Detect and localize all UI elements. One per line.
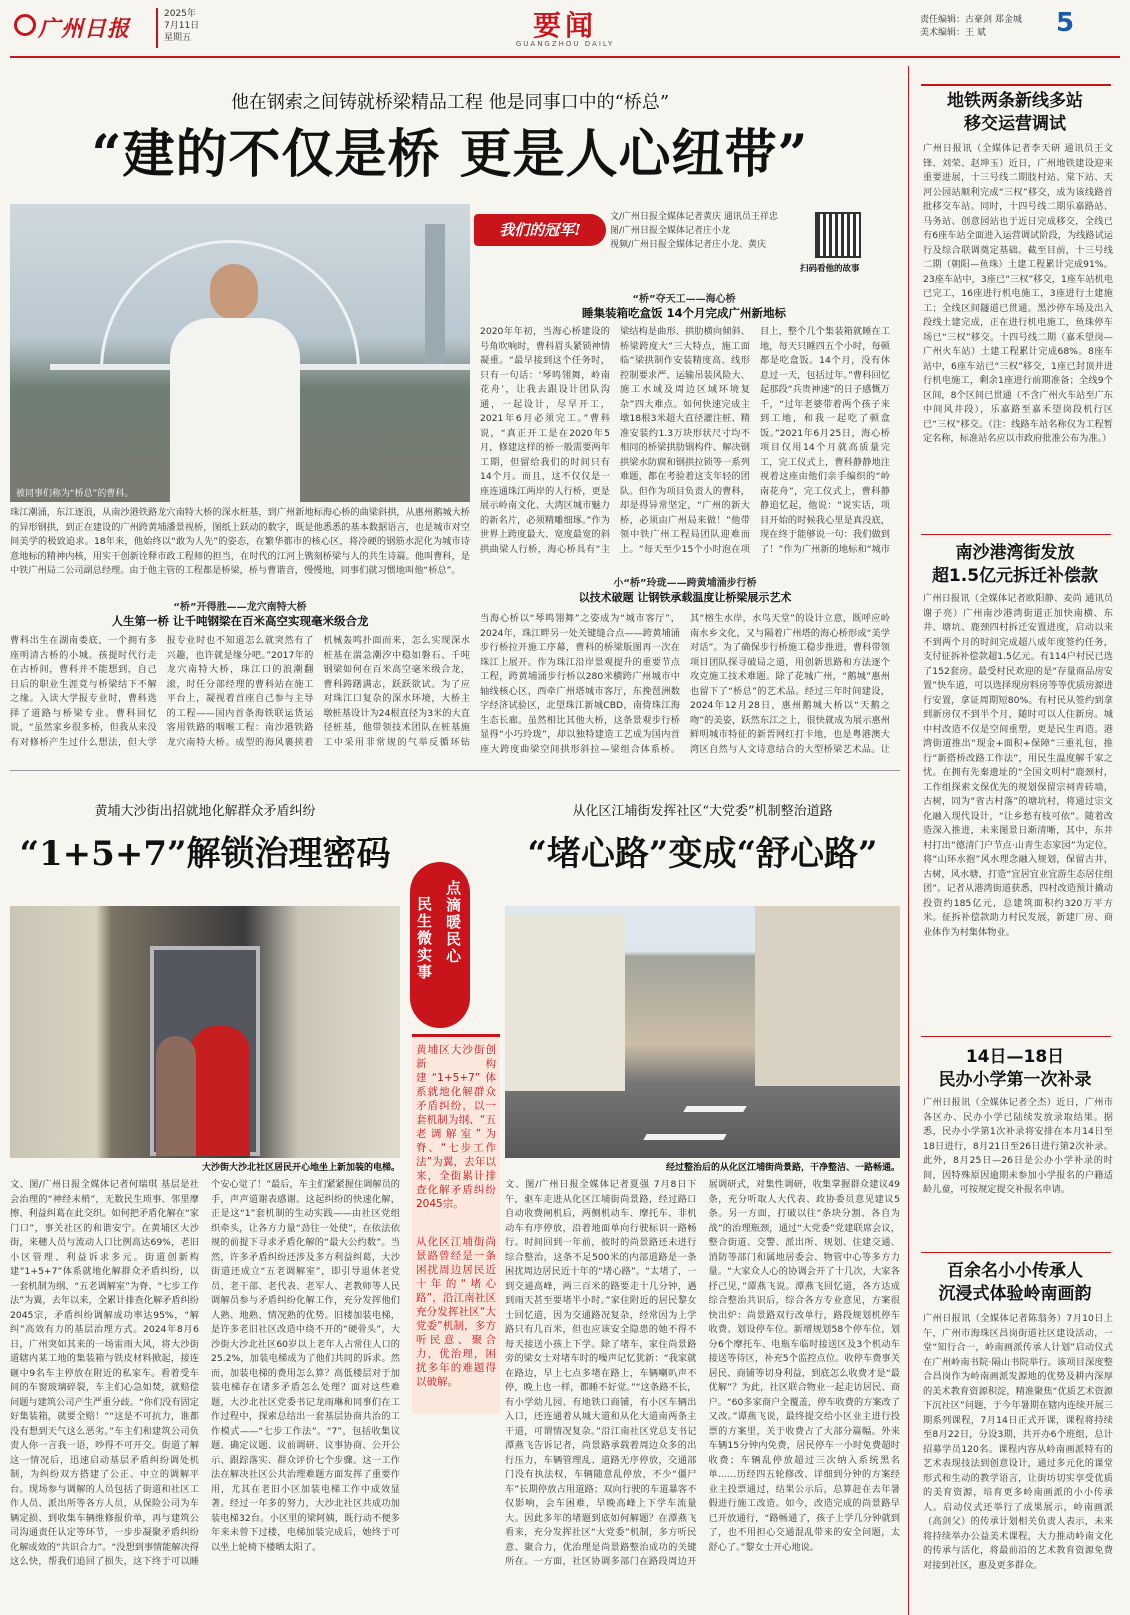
newspaper-logo[interactable]: 广州日报: [38, 16, 131, 42]
sec2-title: 睡集装箱吃盒饭 14个月完成广州新地标: [581, 306, 786, 320]
brief1-title: 地铁两条新线多站 移交运营调试: [947, 91, 1083, 134]
tower: [425, 224, 445, 364]
lead-intro: 珠江潮涌，东江逐浪，从南沙港铁路龙穴南特大桥的深水桩基，到广州新地标海心桥的曲梁斜拱，从惠州鹅城大桥的异形钢拱，到正在建设的广州跨黄埔潘景视桥，图纸上跃动的数字，既是他悉悉的基本数据语言，也是城市对空间美学的极致追求。18年来，他始终以“敢为人先”的姿态，在繁华都市的核心区，将冷硬的钢筋水泥化为城市诗意地标的精神内核，用实干创新诠释市政工程师的担当，在时代的江河上镌刻桥梁与人的共生诗篇。他叫曹科，是中铁广州局二公司副总经理。由于他主管的工程都是桥梁，桥与曹谐音，慢慢地，同事们就习惯地叫他“桥总”。: [10, 507, 470, 576]
br-kicker: 从化区江埔街发挥社区“大党委”机制整治道路: [572, 804, 833, 819]
brief2-body: 广州日报讯（全媒体记者欧阳静、麦尚 通讯员谢子亮）广州南沙港湾街道正加快南横、东井、塘坑、鹿颈四村拆迁安置进度，启动以来不到两个月的时间完成超八成年度签约任务，支付征拆补偿款超1.5亿元。有114户村民已选了152套房。最受村民欢迎的是“存量商品房安置”快车道，可以选择现房料房等等优质房源进行安置，拿证周期短80%。有村民从签约到拿到新房仅不到半个月，随时可以人住新房。城中村改造不仅是空间重塑，更是民生再造。港湾街道推出“现金+面积+保障”三重礼包，推行“新搭桥改路工作法”，用民生温度解千家之忧。在拥有先秦遗址的“全国文明村”鹿颈村，工作组探索文保优先的规划保留宗祠青砖墙，古树，同为“省古村落”的塘坑村，将通过宗文化融入现代设计，“让乡愁有枝可依”。随着改造深入推进，未来图景日渐清晰，其中，东井村打出“德清门户节点·山青生态家园”为定位，将“山环水抱”风水理念融入规划，保留古井，古树，风水塘，打造“宜居宜业宜游生态居住组团”。记者从港湾街道获悉，四村改造预计撬动投资约185亿元，总建筑面积约320万平方米。征拆补偿款助力村民发展，新建厂房、商业体作为村集体物业。: [923, 593, 1113, 938]
mid-note-2: 从化区江埔街尚景路曾经是一条困扰周边居民近十年的“堵心路”，沿江南社区充分发挥社区“大党委”机制，多方听民意、聚合力，优治理，困扰多年的难题得以破解。: [416, 1236, 496, 1388]
road-marking: [683, 1106, 746, 1112]
brief-rule: [921, 1036, 1111, 1037]
page-number: 5: [1056, 8, 1075, 38]
right-column: [908, 66, 1120, 1615]
sec1-kicker: “桥”开得胜——龙穴南特大桥: [173, 602, 307, 613]
header-rule: [10, 56, 1120, 58]
bl-photo-caption: 大沙街大沙北社区居民开心地坐上新加装的电梯。: [201, 1163, 400, 1173]
brief4-title: 百余名小小传承人 沉浸式体验岭南画韵: [938, 1261, 1092, 1304]
bl-kicker: 黄埔大沙街出招就地化解群众矛盾纠纷: [94, 804, 316, 819]
champion-badge: 我们的冠军!: [474, 214, 606, 246]
bl-body: 文、图/广州日报全媒体记者何瑞琪 基层是社会治理的“神经末梢”，无数民生琐事、邻里摩擦、利益纠葛在此交织。如何把矛盾化解在“家门口”，事关社区的和谐安宁。在黄埔区大沙街，来穗人员与流动人口比例高达69%，老旧小区管理、利益诉求多元。街道创新构建“1+5+7”体系就地化解群众矛盾纠纷，以一套机制为纲、“五老调解室”为脊、“七步工作法”为翼，去年以来，全累计排查化解矛盾纠纷2045宗，矛盾纠纷调解成功率达95%，“解纠”高效有力的基层治理方式。2024年8月6日，广州突如其来的一场雷雨大风，将大沙街道辖内某工地的集装箱与铁皮材料掀起，接连砸中9名车主停放在附近的私家车。看着受车间的车窗玻璃碎裂，车主们心急如焚，就赔偿问题与建筑公司产生严重分歧。“你们没有固定好集装箱，就要全赔！”“这是不可抗力，谁都没有想到天气这么恶劣。”车主们和建筑公司负责人你一言我一语，吵得不可开交。街道了解这一情况后，迅速启动基层矛盾纠纷调处机制，为纠纷双方搭建了公正、中立的调解平台。现场参与调解的人员包括了街道和社区工作人员、派出所等各方人员，从保险公司为车辆定损、到收集车辆维修报价单，再与建筑公司沟通责任认定等环节，一步步凝聚矛盾纠纷化解成效的“共识合力”。“没想到事情能解决得这么快，帮我们追回了损失，这下终于可以睡个安心觉了！”最后，车主们紧紧握住调解员的手，声声道谢表感谢。这起纠纷的快速化解，正是这“1”套机制的生动实践——由社区党组织牵头，让各方力量“劲往一处使”，在依法依规的前提下寻求矛盾化解的“最大公约数”。当然，许多矛盾纠纷还涉及多方利益纠葛，大沙街道还成立“五老调解室”，即引导退休老党员、老干部、老代表、老军人、老教师等人民调解员参与矛盾纠纷化解工作，充分发挥他们人熟、地熟、情况熟的优势。旧楼加装电梯，是许多老旧社区改造中绕不开的“硬骨头”，大沙街大沙北社区60岁以上老年人占常住人口的25.2%，加装电梯成为了他们共同的诉求。然而，加装电梯的费用怎么算？高低楼层对于加装电梯存在诸多矛盾怎么处理？面对这些难题，大沙北社区党委书记龙雨琳和同事们在工作过程中，探索总结出一套基层协商共治的工作模式——“七步工作法”。“7”，包括收集议题、确定议题、议前调研、议事协商、公开公示、跟踪落实、群众评价七个步骤。这一工作法在解决社区公共治理难题方面发挥了重要作用，尤其在老旧小区加装电梯工作中成效显著。经过一年多的努力，大沙北社区共成功加装电梯32台。小区里的梁阿姨，既行动不便多年来未曾下过楼，电梯加装完成后，她终于可以坐上轮椅下楼晒太阳了。: [10, 1179, 400, 1567]
person-figure: [170, 264, 300, 502]
sec2-body: 2020年年初，当海心桥建设的号角吹响时，曹科眉头紧锁神情凝重。“最早接到这个任务时，只有一句话：‘琴鸣翎舞，岭南花舟’，让我去跟设计团队沟通，一起设计，尽早开工，2021年6月必须完工。”曹科说，“真正开工是在2020年5月，修建这样的桥一般需要两年工期，但留给我们的时间只有14个月。而且，这不仅仅是一座连通珠江两岸的人行桥，更是展示岭南文化、大湾区城市魅力的新名片，必须精雕细琢。”作为世界上跨度最大、宽度最宽的斜拱曲梁人行桥，海心桥具有“主梁结构是曲形、拱肋横向倾斜、桥梁跨度大”三大特点，施工面临“梁拱制作安装精度高、线形控制要求严、运输吊装风险大、施工水域及周边区域环境复杂”四大难点。如何快速完成主墩18根3米超大直径灌注桩、精准安装约1.3万块形状尺寸均不相同的桥梁拱肋钢构件、解决钢拱梁水防腐和钢拱拉锁等一系列难题，都在考验着这支年轻的团队。但作为项目负责人的曹科，却是得异常坚定，“广州的新大桥，必须由广州局来做！”他带领中铁广州工程局团队迎难而上。“每天至少15个小时泡在项目上，整个几个集装箱就睡在工地，每天只睡四五个小时，每顿都是吃盒饭。14个月，没有休息过一天，包括过年。”曹科回忆起那段“兵贵神速”的日子感慨万千，“过年老婆带着两个孩子来到工地，和我一起吃了顿盒饭。”2021年6月25日，海心桥项目仅用14个月就高质量完工，完工仪式上，曹科静静地注视着这座由他们亲手编织的“岭南花舟”，完工仪式上，曹科静静追忆起，他说：“说实话，项目开始的时候我心里是真没底，现在终于能够说一句：我们做到了！”作为广州新的地标和“城市: [480, 326, 890, 555]
brief3-body: 广州日报讯（全媒体记者仝杰）近日，广州市各区办、民办小学已陆续发放录取结果。据悉，民办小学第1次补录将安排在本月14日至18日进行，8月21日至26日进行第2次补录。此外，8月25日—26日是公办小学补录的时间，因特殊原因逾期未参加小学报名的户籍适龄儿童，可按规定提交补报名申请。: [923, 1097, 1113, 1195]
sec3-title: 以技术破题 让钢铁承载温度让桥梁展示艺术: [578, 591, 792, 604]
brief-rule: [921, 534, 1111, 535]
lead-photo-caption: 被同事们称为“桥总”的曹科。: [16, 489, 134, 499]
section-title: 要闻: [532, 9, 597, 42]
br-photo-caption: 经过整治后的从化区江埔街尚景路，干净整洁、一路畅通。: [665, 1163, 900, 1173]
br-body: 文、图/广州日报全媒体记者夏强 7月8日下午，驱车走进从化区江埔街尚景路，经过路口自动收费闸机后，两侧机动车、摩托车、非机动车有序停放，沿着地面单向行驶标识一路畅行。时间回到一年前，彼时的尚景路还未进行综合整治，这条不足500米的内部道路是一条困扰周边居民近十年的“堵心路”。“太堵了，一到交通高峰，两三百米的路要走十几分钟，遇到雨天甚至要堵半小时。”家住附近的居民黎女士回忆道，因为交通路况复杂，经常因为上学路只有几百米，但也应该安全隐患的她不得不每天接送小孩上下学。除了堵车，家住尚景路旁的梁女士对堵车时的噪声记忆犹新：“我家就在路边，早上七点多堵在路上，车辆喇叭声不停，晚上也一样，都睡不好觉。”“这条路不长，有小学幼儿园、有地铁口商铺，有小区车辆出入口，还连通着从城大道和从化大道南两条主干道，可谓情况复杂。”沿江南社区党总支书记潭燕飞告诉记者，尚景路承载着周边众多的出行压力，车辆管理乱、道路无序停放，交通部门没有执法权，车辆随意乱停放，不少“僵尸车”长期停放占用道路；双向行驶的车道暴客不仅影响，会车困难，早晚高峰上下学车流量大。因此多年的堵题到底如何解题？在潭燕飞看来，充分发挥社区“大党委”机制，多方听民意、聚合力，优治理是尚景路整治成功的关键所在。一方面，社区协调多部门在路段周边开展调研式，对集性调研，收集掌握群众建议49条，充分听取人大代表、政协委员意见建议5条。另一方面，打破以往“条块分割、各自为战”的治理瓶颈，通过“大党委”党建联席会议，整合街道、交警、派出所、规划、住建交通、消防等部门和属地居委会、物管中心等多方力量。“大家众人心的协调会开了十几次，大家各抒己见，”谭燕飞说。潭燕飞回忆道，各方达成综合整治共识后，综合各方专业意见，方案很快出炉：尚景路双行改单行，路段规划机停车收费、划设停车位。新增规划58个停车位，划分6个摩托车、电瓶车临时接送区及3个机动车接送等待区，补充5个监控点位。收停车费事关居民、商铺等切身利益，到底怎么收费才是“最优解”？为此，社区联合物业一起走访居民、商户。“60多家商户全覆盖，停车收费的方案改了又改。”谭燕飞说，最终提交给小区业主进行投票的方案里，关于收费占了大部分篇幅。外来车辆15分钟内免费，居民停车一小时免费超时收费；车辆乱停放超过三次纳入系统黑名单……历经四五轮修改、详细到分钟的方案经业主投票通过，结果公示后，总算赶在去年暑假进行施工改造。如今，改造完成的尚景路早已开放通行，“路畅通了，孩子上学几分钟就到了，也不用担心交通混乱带来的安全问题，太舒心了。”黎女士开心地说。: [505, 1179, 900, 1567]
brief2-title: 南沙港湾街发放 超1.5亿元拆迁补偿款: [931, 543, 1099, 586]
lead-headline: “建的不仅是桥 更是人心纽带”: [91, 124, 809, 185]
banner-text-2: 民生微实事: [417, 895, 433, 981]
issue-date: 2025年 7月11日 星期五: [164, 9, 200, 43]
br-headline: “堵心路”变成“舒心路”: [527, 834, 878, 874]
livelihood-banner: [410, 862, 470, 1028]
mid-note-1: 黄埔区大沙街创新构建“1+5+7”体系就地化解群众矛盾纠纷，以一套机制为纲、“五老调解室”为脊、“七步工作法”为翼，去年以来，全街累计排查化解矛盾纠纷2045宗。: [416, 1044, 496, 1210]
sec2-kicker: “桥”夺天工——海心桥: [632, 294, 736, 305]
mid-notes-box: [412, 1034, 500, 1414]
lead-kicker: 他在钢索之间铸就桥梁精品工程 他是同事口中的“桥总”: [230, 92, 670, 113]
resident-figure: [190, 1026, 250, 1156]
bl-headline: “1+5+7”解锁治理密码: [19, 834, 391, 874]
sec3-body: 当海心桥以“琴鸣翎舞”之姿成为“城市客厅”，2024年，珠江畔另一处关键缝合点——跨黄埔涌步行桥拉开施工序幕，曹科的桥梁版图再一次在珠江上展开。作为珠江沿岸景观提升的重要节点工程，跨黄埔涌步行桥以280米横跨广州城市中轴线核心区，西牵广州塔城市客厅，东挽琶洲数字经济试验区，北望珠江新城CBD，南倚珠江海生态长廊。虽然相比其他大桥，这条景观步行桥显得“小巧玲珑”，却以独特建造工艺成为国内首座大跨度曲梁空间拱形斜拉—梁组合体系桥。其“榕生水岸，水鸟天堂”的设计立意，既呼应岭南水乡文化，又与隔着广州塔的海心桥形成“美学对话”。为了确保步行桥施工稳步推进，曹科带领项目团队探寻破局之道，用创新思路和方法逐个攻克施工技术难题。除了花城广州，“鹅城”惠州也留下了“桥总”的艺术品。经过三年时间建设，2024年12月28日，惠州鹅城大桥以“天鹅之吻”的美姿，跃然东江之上，很快就成为展示惠州鲜明城市特征的新晋网红打卡地，也是粤港澳大湾区自然与人文诗意结合的大型桥梁艺术品。让: [480, 613, 890, 755]
masthead: [0, 0, 1130, 66]
sec1-body: 曹科出生在湖南娄底，一个拥有多座明清古桥的小城。孩提时代行走在古桥间，曹科并不能想到，自己日后的职业生涯竟与桥梁结下不解之缘。入读大学报专业时，曹科选择了道路与桥梁专业。曹科回忆说，“虽然家乡很多桥，但我从来没有对修桥产生过什么想法，但大学报专业时也不知道怎么就突然有了兴趣，也许就是缘分吧。”2017年的龙穴南特大桥，珠江口的浪潮翻滚，时任分部经理的曹科站在施工平台上，凝视着首座自己参与主导的工程——国内首条海铁联运货运客用铁路的咽喉工程：南沙港铁路龙穴南特大桥。成型的海风裹挟着机械轰鸣扑面而来，怎么实现深水桩基在湍急潮汐中稳如磐石、千吨钢梁如何在百米高空毫米级合龙，曹科踌躇满志，跃跃欲试。为了应对珠江口复杂的深水环境，大桥主墩桩基设计为24根直径为3米的大直径桩基，他带领技术团队在桩基施工中采用非常规的气举反循环钻: [10, 635, 470, 748]
lead-credits: 文/广州日报全媒体记者黄庆 通讯员王祥忠 图/广州日报全媒体记者庄小龙 视频/广州日报全媒体记者庄小龙、黄庆: [610, 212, 778, 250]
road-marking: [643, 1134, 726, 1140]
qr-code[interactable]: [815, 212, 861, 258]
lead-photo: [10, 204, 470, 502]
right-rule: [921, 84, 1111, 86]
brief4-body: 广州日报讯（全媒体记者陈翁务）7月10日上午，广州市海珠区昌岗街道社区建设活动，一堂“知行合一，岭南画派传承人计划”启动仪式在广州岭南书院·隔山书院举行。该项目深度整合昌岗作为岭南画派发源地的优势及耕内深厚的美术教育资源积淀，精准聚焦“优质艺术资源下沉社区”问题，于今年暑期在辖内连续开展三期系列课程，7月14日正式开课，课程将持续至8月22日，分设3期，共开办6个班组，总计招募学员120名。课程内容从岭南画派特有的艺术表现技法到创意设计，通过多元化的课堂形式和生动的教学语言，让街坊切实享受优质的美育资源，培育更多岭南画派的小小传承人。启动仪式还举行了成果展示，岭南画派（高剑父）的传承计划相关负责人表示，未来将持续举办公益美术课程，大力推动岭南文化的传承与活化，将最前沿的艺术教育资源免费对接到社区，惠及更多群众。: [923, 1313, 1113, 1571]
resident-figure: [156, 1036, 196, 1156]
section-subtitle: GUANGZHOU DAILY: [515, 40, 615, 48]
bl-photo: [10, 906, 400, 1158]
brief1-body: 广州日报讯（全媒体记者李天研 通讯员王文锋、刘荣、赵坤玉）近日，广州地铁建设迎来重要进展，十三号线二期肢村站、棠下站、天河公园站顺利完成“三权”移交，成为该线路首批移交车站。同时，十四号线二期乐嘉路站、马务站、创意园站也于近日完成移交，全线已有6座车站全面进入运营调试阶段，为线路试运行及综合联调奠定基础。截至目前，十三号线二期（朝阳—鱼珠）土建工程累计完成91%。23座车站中，3座已“三权”移交，1座车站机电已完工，16座进行机电施工，3座进行土建施工；全线区间隧道已贯通。黑沙停车场及出入段线土建完成，正在进行机电施工，鱼珠停车场已“三权”移交。十四号线二期（嘉禾望岗—广州火车站）土建工程累计完成68%。8座车站中，6座车站已“三权”移交，1座已封顶并进行机电施工，剩余1座进行前期准备；全线9个区间，8个区间已贯通（不含广州火车站至广东中间风井段），乐嘉路至嘉禾望岗段机行区已“三权”移交。（注：线路车站名称仅为工程暂定名称，标准站名应以市政府批准公布为准。）: [923, 143, 1113, 444]
section-divider: [10, 770, 900, 771]
qr-caption: 扫码看他的故事: [800, 264, 860, 274]
building-left: [505, 916, 625, 1091]
editors: 责任编辑：古豪剑 郑金城 美术编辑：王 斌: [920, 15, 1022, 38]
brief3-title: 14日—18日 民办小学第一次补录: [938, 1047, 1092, 1090]
sec1-title: 人生第一桥 让千吨钢梁在百米高空实现毫米级合龙: [111, 614, 369, 628]
brief-rule: [921, 1252, 1111, 1253]
sec3-kicker: 小“桥”玲珑——跨黄埔涌步行桥: [613, 578, 757, 589]
banner-text-1: 点滴暖民心: [446, 879, 462, 965]
br-photo: [505, 906, 900, 1158]
building-right: [755, 906, 900, 1086]
